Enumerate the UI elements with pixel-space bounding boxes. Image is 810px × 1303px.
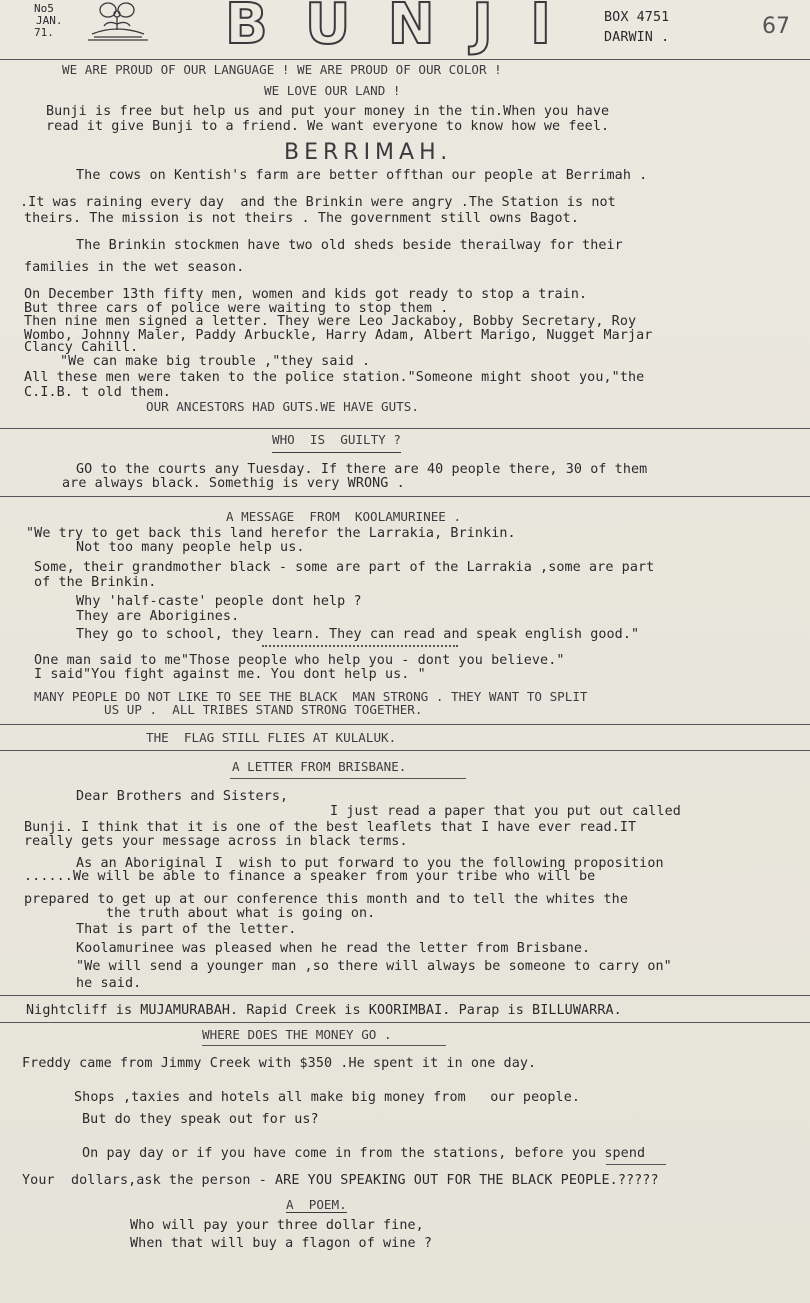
- message-closing: MANY PEOPLE DO NOT LIKE TO SEE THE BLACK MAN STRONG . THEY WANT TO SPLIT: [34, 689, 588, 704]
- berrimah-paragraph: "We can make big trouble ,"they said .: [60, 354, 371, 369]
- dotted-underline: [262, 644, 458, 647]
- intro-line: Bunji is free but help us and put your money in the tin.When you have: [46, 104, 610, 119]
- letter-line: prepared to get up at our conference this month and to tell the whites the: [24, 892, 628, 907]
- letter-line: Bunji. I think that it is one of the best leaflets that I have ever read.IT: [24, 820, 637, 835]
- poem-line: When that will buy a flagon of wine ?: [130, 1236, 432, 1251]
- issue-month: JAN.: [36, 14, 63, 27]
- letter-line: really gets your message across in black terms.: [24, 834, 408, 849]
- section-title-message: A MESSAGE FROM KOOLAMURINEE .: [226, 509, 462, 524]
- divider: [0, 1022, 810, 1023]
- message-line: Some, their grandmother black - some are part of the Larrakia ,some are part: [34, 560, 655, 575]
- message-line: One man said to me"Those people who help you - dont you believe.": [34, 653, 565, 668]
- berrimah-paragraph: Wombo, Johnny Maler, Paddy Arbuckle, Harry Adam, Albert Marigo, Nugget Marjar: [24, 328, 653, 343]
- divider: [0, 59, 810, 60]
- message-line: I said"You fight against me. You dont help us. ": [34, 667, 426, 682]
- flower-logo-icon: [78, 0, 158, 46]
- berrimah-paragraph: Then nine men signed a letter. They were Leo Jackaboy, Bobby Secretary, Roy: [24, 314, 637, 329]
- berrimah-paragraph: families in the wet season.: [24, 260, 245, 275]
- money-line: Your dollars,ask the person - ARE YOU SPEAKING OUT FOR THE BLACK PEOPLE.?????: [22, 1173, 659, 1188]
- letter-line: "We will send a younger man ,so there will always be someone to carry on": [76, 959, 672, 974]
- divider: [0, 724, 810, 725]
- berrimah-paragraph: The Brinkin stockmen have two old sheds beside therailway for their: [76, 238, 623, 253]
- page-number: 67: [762, 14, 790, 39]
- berrimah-paragraph: But three cars of police were waiting to stop them .: [24, 301, 449, 316]
- slogan-land: WE LOVE OUR LAND !: [264, 83, 401, 98]
- message-line: They are Aborigines.: [76, 609, 240, 624]
- guilty-text: are always black. Somethig is very WRONG .: [62, 476, 405, 491]
- berrimah-paragraph: C.I.B. t old them.: [24, 385, 171, 400]
- divider: [0, 750, 810, 751]
- letter-line: As an Aboriginal I wish to put forward to you the following proposition: [76, 856, 664, 871]
- section-title-poem: A POEM.: [286, 1197, 347, 1212]
- berrimah-paragraph: theirs. The mission is not theirs . The government still owns Bagot.: [24, 211, 580, 226]
- guilty-text: GO to the courts any Tuesday. If there are 40 people there, 30 of them: [76, 462, 648, 477]
- berrimah-paragraph: All these men were taken to the police station."Someone might shoot you,"the: [24, 370, 645, 385]
- box-address: BOX 4751: [604, 10, 670, 25]
- issue-number: No5: [34, 2, 54, 15]
- masthead-letter: J: [471, 0, 497, 57]
- masthead-letter: I: [530, 0, 555, 57]
- flag-notice: THE FLAG STILL FLIES AT KULALUK.: [146, 730, 397, 745]
- letter-line: ......We will be able to finance a speaker from your tribe who will be: [24, 869, 596, 884]
- letter-line: Dear Brothers and Sisters,: [76, 789, 289, 804]
- message-line: Why 'half-caste' people dont help ?: [76, 594, 362, 609]
- intro-line: read it give Bunji to a friend. We want everyone to know how we feel.: [46, 119, 610, 134]
- masthead-letter: U: [305, 0, 355, 57]
- section-title-letter: A LETTER FROM BRISBANE.: [232, 759, 407, 774]
- underline-before: [606, 1164, 666, 1165]
- berrimah-paragraph: On December 13th fifty men, women and kids got ready to stop a train.: [24, 287, 588, 302]
- berrimah-paragraph: Clancy Cahill.: [24, 340, 139, 355]
- berrimah-paragraph: The cows on Kentish's farm are better offthan our people at Berrimah .: [76, 168, 648, 183]
- divider: [0, 995, 810, 996]
- money-line: But do they speak out for us?: [82, 1112, 319, 1127]
- money-line: Freddy came from Jimmy Creek with $350 .He spent it in one day.: [22, 1056, 537, 1071]
- section-title-guilty: WHO IS GUILTY ?: [272, 433, 401, 453]
- divider: [0, 496, 810, 497]
- masthead-letter: B: [225, 0, 272, 57]
- issue-year: 71.: [34, 26, 54, 39]
- message-closing: US UP . ALL TRIBES STAND STRONG TOGETHER.: [104, 702, 423, 717]
- berrimah-paragraph: .It was raining every day and the Brinkin were angry .The Station is not: [20, 195, 616, 210]
- message-line: Not too many people help us.: [76, 540, 305, 555]
- city-address: DARWIN .: [604, 30, 670, 45]
- divider: [0, 428, 810, 429]
- letter-line: Koolamurinee was pleased when he read the letter from Brisbane.: [76, 941, 591, 956]
- poem-line: Who will pay your three dollar fine,: [130, 1218, 424, 1233]
- section-title-money: WHERE DOES THE MONEY GO .: [202, 1027, 392, 1042]
- money-line: On pay day or if you have come in from the stations, before you spend: [82, 1146, 646, 1161]
- masthead-letter: N: [387, 0, 439, 57]
- bunji-masthead: [225, 0, 555, 57]
- place-names: Nightcliff is MUJAMURABAH. Rapid Creek is KOORIMBAI. Parap is BILLUWARRA.: [26, 1003, 622, 1018]
- letter-line: the truth about what is going on.: [106, 906, 376, 921]
- message-line: They go to school, they learn. They can read and speak english good.": [76, 627, 640, 642]
- letter-line: he said.: [76, 976, 142, 991]
- section-title-berrimah: BERRIMAH.: [284, 140, 453, 165]
- divider: [230, 778, 466, 779]
- message-line: of the Brinkin.: [34, 575, 157, 590]
- letter-line: That is part of the letter.: [76, 922, 297, 937]
- message-line: "We try to get back this land herefor the Larrakia, Brinkin.: [26, 526, 516, 541]
- slogan-language: WE ARE PROUD OF OUR LANGUAGE ! WE ARE PROUD OF OUR COLOR !: [62, 62, 502, 77]
- money-line: Shops ,taxies and hotels all make big money from our people.: [74, 1090, 581, 1105]
- letter-line: I just read a paper that you put out called: [330, 804, 681, 819]
- berrimah-closing: OUR ANCESTORS HAD GUTS.WE HAVE GUTS.: [146, 399, 419, 414]
- divider: [202, 1045, 446, 1046]
